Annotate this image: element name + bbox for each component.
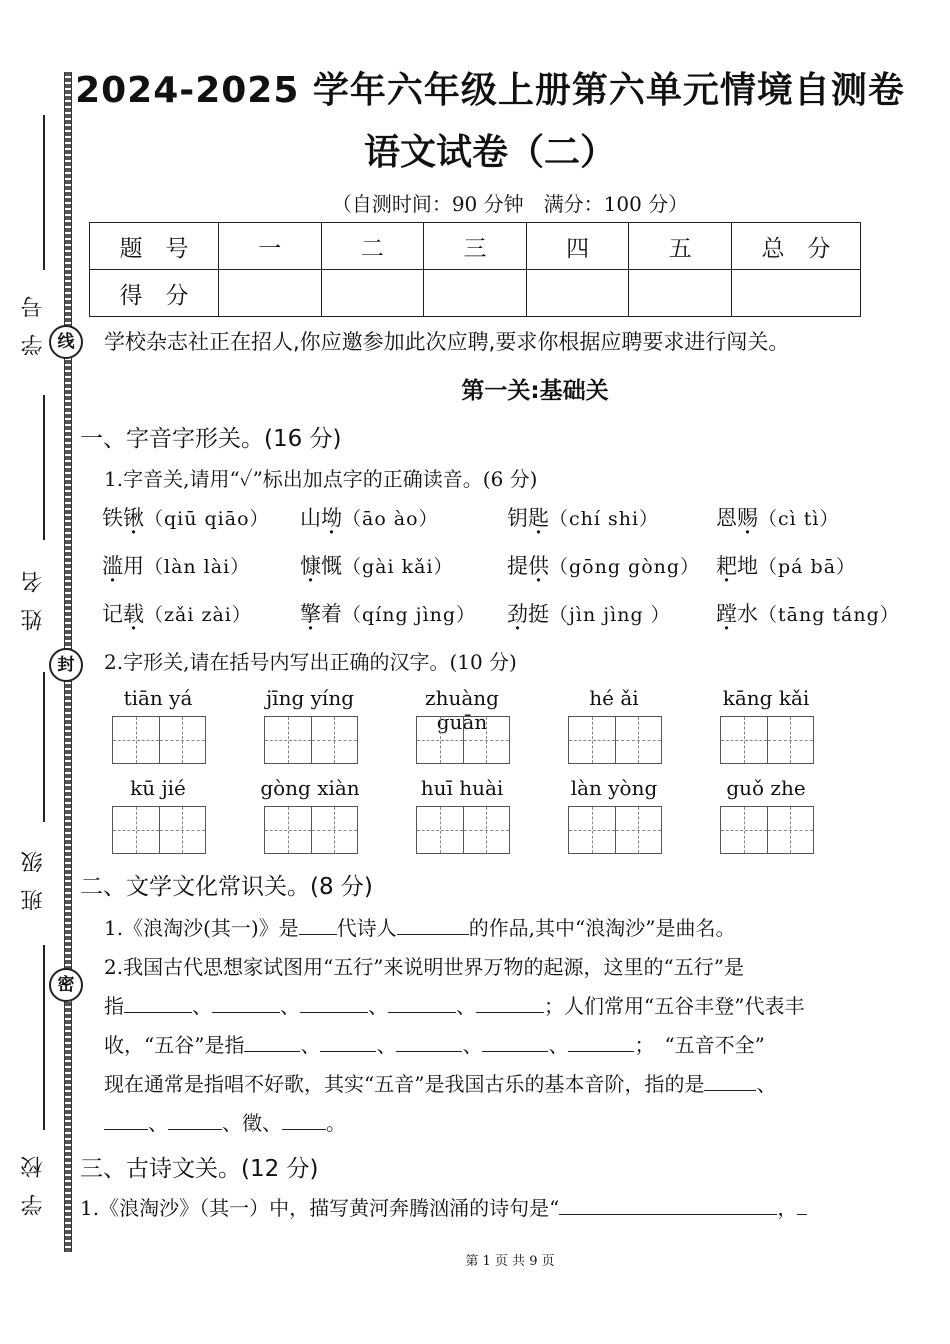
- seal-mark-secret: 密: [49, 968, 83, 1002]
- word-char: 慨: [321, 554, 342, 578]
- writing-cell[interactable]: [768, 807, 814, 853]
- pinyin-options[interactable]: （pá bā）: [758, 556, 857, 578]
- writing-cell[interactable]: [160, 717, 206, 763]
- section2-q2-line2: [104, 990, 904, 1019]
- word-char: 着: [321, 602, 342, 626]
- q1-part-c: 的作品,其中“浪淘沙”是曲名。: [468, 916, 736, 940]
- score-header-cell: 三: [424, 223, 527, 270]
- school-line: [43, 945, 45, 1130]
- blank-poet[interactable]: [397, 916, 469, 935]
- writing-cell[interactable]: [616, 807, 662, 853]
- separator: 、: [368, 994, 388, 1018]
- writing-grid[interactable]: [416, 806, 510, 854]
- blank-wuxing[interactable]: [300, 994, 368, 1013]
- blank-poem[interactable]: [559, 1196, 777, 1215]
- writing-grid[interactable]: [720, 716, 814, 764]
- dotted-char: 慷: [300, 554, 321, 578]
- writing-cell[interactable]: [113, 717, 160, 763]
- pinyin-label: tiān yá: [123, 686, 193, 710]
- writing-cell[interactable]: [616, 717, 662, 763]
- blank-wuyin[interactable]: [168, 1111, 222, 1130]
- writing-grid[interactable]: [568, 716, 662, 764]
- score-header-cell: 二: [321, 223, 424, 270]
- writing-cell[interactable]: [312, 717, 358, 763]
- q2-text: 。: [326, 1111, 346, 1135]
- dotted-char: 锹: [123, 506, 144, 530]
- score-cell[interactable]: [219, 270, 322, 317]
- score-header-cell: 一: [219, 223, 322, 270]
- dotted-char: 供: [528, 554, 549, 578]
- pinyin-options[interactable]: （cì tì）: [758, 508, 840, 530]
- blank-wugu[interactable]: [396, 1033, 462, 1052]
- score-header-cell: 四: [526, 223, 629, 270]
- section2-q2-line1: 2.我国古代思想家试图用“五行”来说明世界万物的起源，这里的“五行”是: [104, 955, 744, 979]
- dotted-char: 载: [123, 602, 144, 626]
- section2-q2-line3: [104, 1029, 904, 1058]
- section2-q2-line4: [104, 1068, 904, 1097]
- q1-part-b: 代诗人: [336, 916, 397, 940]
- q-text: ，: [777, 1196, 798, 1220]
- separator: 、: [376, 1033, 397, 1057]
- writing-grid[interactable]: [416, 716, 510, 764]
- pinyin-options[interactable]: （làn lài）: [144, 556, 251, 578]
- writing-cell[interactable]: [569, 807, 616, 853]
- pronunciation-item[interactable]: [300, 550, 454, 580]
- dotted-char: 耙: [716, 554, 737, 578]
- writing-cell[interactable]: [160, 807, 206, 853]
- separator: 、: [148, 1111, 168, 1135]
- blank-wuxing[interactable]: [124, 994, 192, 1013]
- separator: 、: [456, 994, 476, 1018]
- seal-mark-seal: 封: [49, 648, 83, 682]
- pronunciation-item[interactable]: [507, 598, 671, 628]
- pinyin-label: jīng yíng: [265, 686, 355, 710]
- writing-grid[interactable]: [264, 806, 358, 854]
- word-char: 山: [300, 506, 321, 530]
- pinyin-label: huī huài: [420, 776, 504, 800]
- pronunciation-item[interactable]: [507, 502, 659, 532]
- dotted-char: 擎: [300, 602, 321, 626]
- writing-cell[interactable]: [312, 807, 358, 853]
- blank-wugu[interactable]: [482, 1033, 548, 1052]
- pronunciation-item[interactable]: [716, 550, 856, 580]
- pinyin-options[interactable]: （chí shi）: [549, 508, 660, 530]
- pinyin-options[interactable]: （gōng gòng）: [549, 556, 701, 578]
- class-line: [43, 672, 45, 822]
- seal-mark-line: 线: [49, 325, 83, 359]
- writing-cell[interactable]: [113, 807, 160, 853]
- dotted-char: 滥: [102, 554, 123, 578]
- separator: 、: [548, 1033, 569, 1057]
- name-line: [43, 395, 45, 540]
- section3-title: 三、古诗文关。(12 分): [80, 1156, 319, 1182]
- pinyin-label: kāng kǎi: [722, 686, 810, 710]
- q2-text: ；人们常用“五谷丰登”代表丰: [544, 994, 805, 1018]
- section2-title: 二、文学文化常识关。(8 分): [80, 874, 373, 900]
- dotted-char: 蹚: [716, 602, 737, 626]
- section1-title: 一、字音字形关。(16 分): [80, 426, 342, 452]
- pinyin-label: hé ǎi: [589, 686, 639, 710]
- pinyin-label: kū jié: [130, 776, 186, 800]
- blank-wuyin[interactable]: [104, 1111, 148, 1130]
- section2-q2-line5: [104, 1107, 904, 1136]
- pronunciation-item[interactable]: [300, 502, 439, 532]
- blank-dynasty[interactable]: [299, 916, 337, 935]
- blank-wuxing[interactable]: [212, 994, 280, 1013]
- q-text: 1.《浪淘沙》（其一）中，描写黄河奔腾汹涌的诗句是“: [80, 1196, 560, 1220]
- q2-text: 指: [104, 994, 124, 1018]
- blank-poem[interactable]: [797, 1196, 807, 1215]
- writing-cell[interactable]: [265, 807, 312, 853]
- score-cell[interactable]: [321, 270, 424, 317]
- section1-q2: 2.字形关,请在括号内写出正确的汉字。(10 分): [104, 650, 517, 674]
- name-label: 姓名: [21, 555, 46, 631]
- school-label: 学校: [21, 1140, 46, 1216]
- q2-text: 现在通常是指唱不好歌，其实“五音”是我国古乐的基本音阶，指的是: [104, 1072, 705, 1096]
- pronunciation-item[interactable]: [102, 598, 252, 628]
- pronunciation-item[interactable]: [507, 550, 700, 580]
- word-char: 恩: [716, 506, 737, 530]
- writing-cell[interactable]: [721, 717, 768, 763]
- separator: 、: [192, 994, 212, 1018]
- pinyin-options[interactable]: （gài kǎi）: [342, 556, 454, 578]
- writing-cell[interactable]: [464, 807, 510, 853]
- pinyin-options[interactable]: （tāng táng）: [758, 604, 900, 626]
- writing-grid[interactable]: [112, 716, 206, 764]
- pinyin-label: làn yòng: [570, 776, 658, 800]
- writing-cell[interactable]: [721, 807, 768, 853]
- pronunciation-item[interactable]: [102, 502, 270, 532]
- q1-part-a: 1.《浪淘沙(其一)》是: [104, 916, 299, 940]
- blank-wuxing[interactable]: [388, 994, 456, 1013]
- blank-wugu[interactable]: [244, 1033, 300, 1052]
- writing-grid[interactable]: [720, 806, 814, 854]
- dotted-char: 坳: [321, 506, 342, 530]
- score-header-cell: 五: [629, 223, 732, 270]
- pinyin-label: gòng xiàn: [260, 776, 360, 800]
- pronunciation-item[interactable]: [716, 598, 900, 628]
- pinyin-options[interactable]: （qiū qiāo）: [144, 508, 270, 530]
- pinyin-options[interactable]: （āo ào）: [342, 508, 439, 530]
- word-char: 挺: [528, 602, 549, 626]
- intro-text: 学校杂志社正在招人,你应邀参加此次应聘,要求你根据应聘要求进行闯关。: [104, 330, 790, 354]
- writing-grid[interactable]: [112, 806, 206, 854]
- blank-wugu[interactable]: [320, 1033, 376, 1052]
- word-char: 钥: [507, 506, 528, 530]
- q2-text: 、徵、: [222, 1111, 282, 1135]
- exam-title: 2024-2025 学年六年级上册第六单元情境自测卷: [75, 70, 905, 111]
- blank-wuxing[interactable]: [476, 994, 544, 1013]
- pinyin-options[interactable]: （zǎi zài）: [144, 604, 252, 626]
- separator: 、: [300, 1033, 321, 1057]
- word-char: 用: [123, 554, 144, 578]
- score-cell[interactable]: [424, 270, 527, 317]
- word-char: 提: [507, 554, 528, 578]
- page-footer: 第 1 页 共 9 页: [465, 1254, 555, 1269]
- writing-cell[interactable]: [569, 717, 616, 763]
- score-table: [89, 222, 861, 317]
- exam-meta: （自测时间：90 分钟 满分：100 分）: [331, 192, 689, 216]
- score-row-label: 得 分: [90, 270, 219, 317]
- score-header-cell: 总 分: [732, 223, 861, 270]
- q2-text: ； “五音不全”: [634, 1033, 765, 1057]
- score-header-cell: 题 号: [90, 223, 219, 270]
- separator: 、: [756, 1072, 777, 1096]
- pinyin-options[interactable]: （qíng jìng）: [342, 604, 477, 626]
- separator: 、: [462, 1033, 483, 1057]
- pronunciation-item[interactable]: [102, 550, 250, 580]
- section3-q1: [80, 1192, 900, 1221]
- section2-q1: [104, 912, 904, 941]
- pronunciation-item[interactable]: [716, 502, 839, 532]
- section1-q1: 1.字音关,请用“✓”标出加点字的正确读音。(6 分): [104, 467, 538, 491]
- exam-subtitle: 语文试卷（二）: [363, 132, 616, 173]
- word-char: 地: [737, 554, 758, 578]
- pinyin-options[interactable]: （jìn jìng ）: [549, 604, 671, 626]
- writing-cell[interactable]: [417, 807, 464, 853]
- writing-cell[interactable]: [417, 717, 464, 763]
- student-id-label: 学号: [21, 280, 46, 356]
- dotted-char: 劲: [507, 602, 528, 626]
- dotted-char: 匙: [528, 506, 549, 530]
- dotted-char: 赐: [737, 506, 758, 530]
- writing-grid[interactable]: [568, 806, 662, 854]
- blank-wuyin[interactable]: [704, 1072, 756, 1091]
- blank-wugu[interactable]: [568, 1033, 634, 1052]
- word-char: 水: [737, 602, 758, 626]
- writing-grid[interactable]: [264, 716, 358, 764]
- separator: 、: [280, 994, 300, 1018]
- level-heading: 第一关:基础关: [461, 378, 609, 404]
- class-label: 班级: [21, 835, 46, 911]
- writing-cell[interactable]: [265, 717, 312, 763]
- pinyin-label: zhuàng guān: [425, 686, 499, 734]
- blank-wuyin[interactable]: [282, 1111, 326, 1130]
- q2-text: 收，“五谷”是指: [104, 1033, 245, 1057]
- pronunciation-item[interactable]: [300, 598, 476, 628]
- writing-cell[interactable]: [464, 717, 510, 763]
- score-cell[interactable]: [732, 270, 861, 317]
- writing-cell[interactable]: [768, 717, 814, 763]
- score-cell[interactable]: [629, 270, 732, 317]
- word-char: 记: [102, 602, 123, 626]
- pinyin-label: guǒ zhe: [726, 776, 806, 800]
- word-char: 铁: [102, 506, 123, 530]
- score-cell[interactable]: [526, 270, 629, 317]
